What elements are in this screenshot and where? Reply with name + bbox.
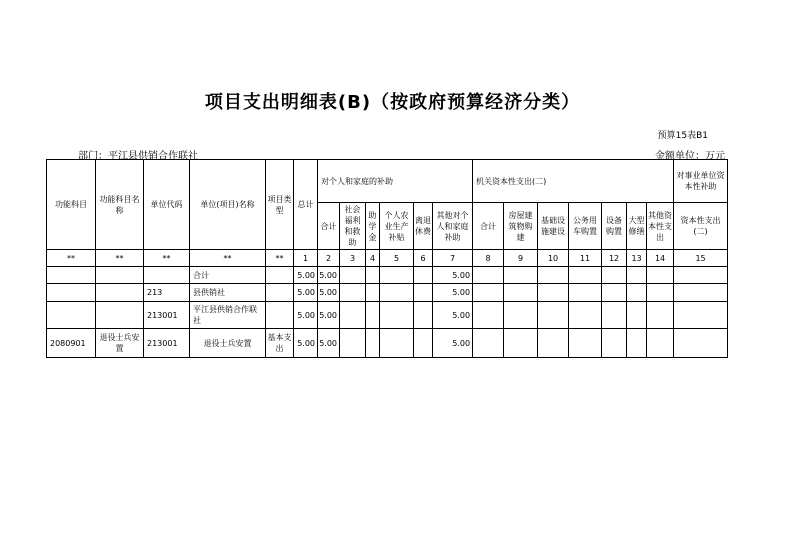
- index-cell: 3: [340, 250, 366, 267]
- header-repair: 大型修缮: [627, 203, 647, 250]
- func-code-cell: [47, 267, 96, 284]
- page-title: 项目支出明细表(B)（按政府预算经济分类）: [204, 92, 581, 113]
- header-project-type: 项目类型: [266, 160, 294, 250]
- total-cell: 5.00: [294, 329, 318, 358]
- header-farm-subsidy: 个人农业生产补贴: [380, 203, 414, 250]
- index-cell: **: [190, 250, 266, 267]
- department-label: 部门：平江县供销合作联社: [78, 151, 198, 162]
- personal-subtotal-cell: 5.00: [318, 302, 340, 329]
- header-unit-code: 单位代码: [144, 160, 190, 250]
- header-func-subject-name: 功能科目名称: [96, 160, 144, 250]
- unit-code-cell: 213001: [144, 302, 190, 329]
- table-row: [47, 267, 728, 284]
- index-cell: 1: [294, 250, 318, 267]
- index-cell: 11: [569, 250, 602, 267]
- header-capital-subtotal: 合计: [473, 203, 504, 250]
- func-name-cell: [96, 302, 144, 329]
- index-cell: 8: [473, 250, 504, 267]
- index-cell: 15: [674, 250, 728, 267]
- index-cell: 12: [602, 250, 627, 267]
- index-cell: **: [144, 250, 190, 267]
- func-name-cell: 退役士兵安置: [96, 329, 144, 358]
- index-cell: 13: [627, 250, 647, 267]
- project-type-cell: 基本支出: [266, 329, 294, 358]
- header-grant: 助学金: [366, 203, 380, 250]
- index-cell: 6: [414, 250, 433, 267]
- table-row: [47, 329, 728, 358]
- index-cell: **: [266, 250, 294, 267]
- expenditure-table: [46, 159, 728, 358]
- unit-code-cell: 213001: [144, 329, 190, 358]
- other-personal-cell: 5.00: [433, 284, 473, 302]
- other-personal-cell: 5.00: [433, 302, 473, 329]
- header-retire-fee: 离退休费: [414, 203, 433, 250]
- header-group-capital2: 机关资本性支出(二): [473, 160, 674, 203]
- unit-name-cell: 合计: [190, 267, 266, 284]
- header-total: 总计: [294, 160, 318, 250]
- personal-subtotal-cell: 5.00: [318, 329, 340, 358]
- header-group-personal: 对个人和家庭的补助: [318, 160, 473, 203]
- personal-subtotal-cell: 5.00: [318, 267, 340, 284]
- index-cell: 4: [366, 250, 380, 267]
- func-code-cell: 2080901: [47, 329, 96, 358]
- total-cell: 5.00: [294, 302, 318, 329]
- func-code-cell: [47, 284, 96, 302]
- other-personal-cell: 5.00: [433, 329, 473, 358]
- header-other-capital: 其他资本性支出: [647, 203, 674, 250]
- table-code: 预算15表B1: [657, 131, 708, 141]
- header-personal-subtotal: 合计: [318, 203, 340, 250]
- index-cell: 5: [380, 250, 414, 267]
- unit-name-cell: 平江县供销合作联社: [190, 302, 266, 329]
- index-cell: 14: [647, 250, 674, 267]
- index-cell: **: [47, 250, 96, 267]
- project-type-cell: [266, 267, 294, 284]
- unit-code-cell: 213: [144, 284, 190, 302]
- header-group-public: 对事业单位资本性补助: [674, 160, 728, 203]
- func-code-cell: [47, 302, 96, 329]
- header-unit-name: 单位(项目)名称: [190, 160, 266, 250]
- header-func-subject: 功能科目: [47, 160, 96, 250]
- unit-code-cell: [144, 267, 190, 284]
- index-row: [47, 250, 728, 267]
- table-row: [47, 302, 728, 329]
- index-cell: 9: [504, 250, 538, 267]
- index-cell: 2: [318, 250, 340, 267]
- table-row: [47, 284, 728, 302]
- unit-name-cell: 退役士兵安置: [190, 329, 266, 358]
- index-cell: **: [96, 250, 144, 267]
- header-equipment: 设备购置: [602, 203, 627, 250]
- unit-name-cell: 县供销社: [190, 284, 266, 302]
- func-name-cell: [96, 284, 144, 302]
- amount-unit-label: 金额单位：万元: [655, 151, 725, 162]
- total-cell: 5.00: [294, 284, 318, 302]
- personal-subtotal-cell: 5.00: [318, 284, 340, 302]
- header-social-security: 社会福利和救助: [340, 203, 366, 250]
- other-personal-cell: 5.00: [433, 267, 473, 284]
- project-type-cell: [266, 284, 294, 302]
- total-cell: 5.00: [294, 267, 318, 284]
- header-building: 房屋建筑物购建: [504, 203, 538, 250]
- index-cell: 10: [538, 250, 569, 267]
- index-cell: 7: [433, 250, 473, 267]
- project-type-cell: [266, 302, 294, 329]
- func-name-cell: [96, 267, 144, 284]
- header-vehicle: 公务用车购置: [569, 203, 602, 250]
- header-other-personal: 其他对个人和家庭补助: [433, 203, 473, 250]
- header-infrastructure: 基础设施建设: [538, 203, 569, 250]
- header-public-capital2: 资本性支出(二): [674, 203, 728, 250]
